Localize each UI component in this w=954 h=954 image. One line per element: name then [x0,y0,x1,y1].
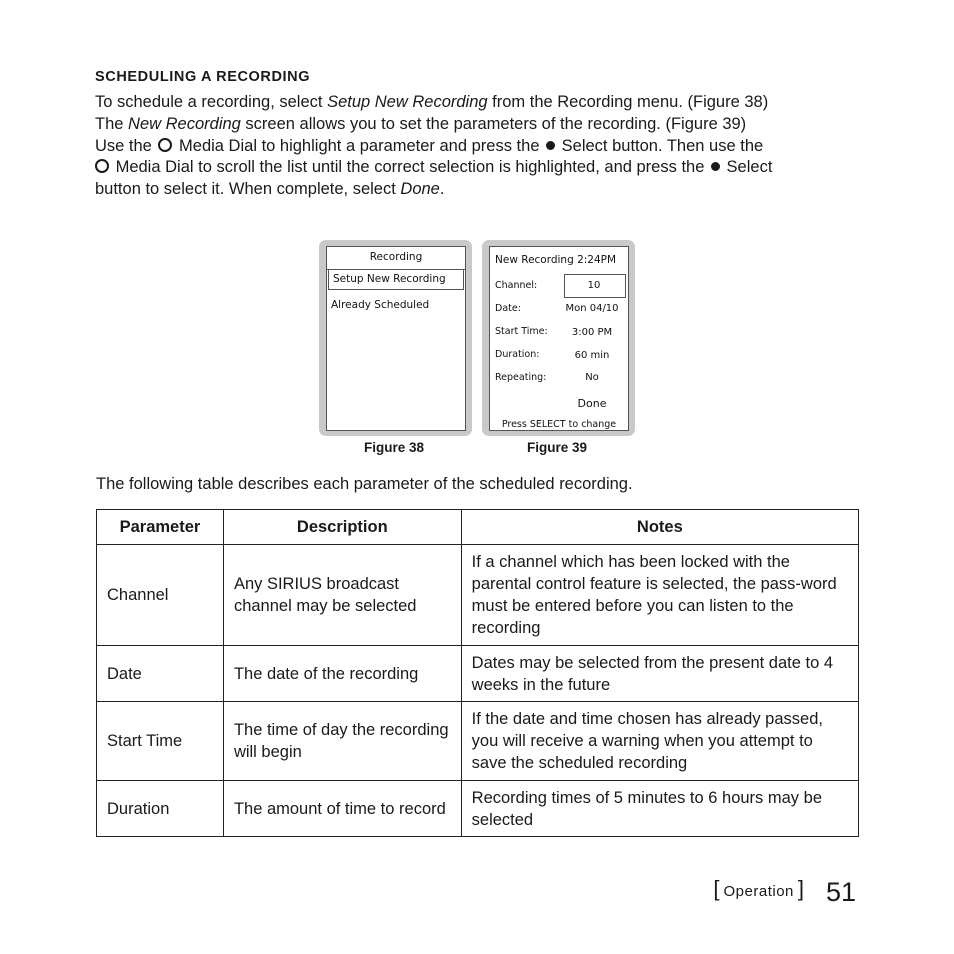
intro-text: Media Dial to scroll the list until the correct selection is highlighted, and press the [111,158,709,177]
select-button-icon [546,141,555,150]
footer-section [713,876,804,902]
date-value[interactable]: Mon 04/10 [565,303,619,314]
intro-line-5 [95,179,875,201]
parameters-table [96,509,859,837]
figure-39-caption: Figure 39 [527,440,588,455]
cell-parameter: Start Time [97,702,224,781]
duration-value[interactable]: 60 min [574,350,610,361]
header-parameter: Parameter [97,510,224,545]
cell-notes: If the date and time chosen has already passed, you will receive a warning when you attempt to save the scheduled recording [461,702,858,781]
intro-line-4 [95,157,875,179]
intro-text: Use the [95,136,157,155]
intro-line-2 [95,114,875,136]
done-option[interactable]: Done [577,397,607,410]
duration-label: Duration: [495,349,540,360]
menu-item-already-scheduled[interactable]: Already Scheduled [331,299,430,311]
intro-text: To schedule a recording, select [95,93,328,111]
cell-description: The date of the recording [223,646,461,702]
section-name: Operation [723,883,794,900]
figure-39-device [482,240,635,436]
start-time-value[interactable]: 3:00 PM [571,327,613,338]
intro-text: The [95,114,129,133]
select-button-icon [711,162,720,171]
cell-notes: Recording times of 5 minutes to 6 hours may be selected [461,781,858,837]
intro-text: button to select it. When complete, select [95,180,401,199]
repeating-label: Repeating: [495,372,547,383]
cell-description: The amount of time to record [223,781,461,837]
media-dial-icon [158,138,172,152]
table-row [97,545,859,646]
screen-reference: New Recording [128,114,241,133]
repeating-value[interactable]: No [585,372,599,383]
intro-text: . [439,180,445,199]
intro-line-3 [95,136,875,158]
hint-text: Press SELECT to change [501,419,617,430]
intro-text: Media Dial to highlight a parameter and press the [174,136,545,155]
cell-description: The time of day the recording will begin [223,702,461,781]
channel-value[interactable]: 10 [587,280,601,291]
page-number: 51 [826,877,857,907]
intro-paragraph [95,92,875,201]
cell-description: Any SIRIUS broadcast channel may be selected [223,545,461,646]
bracket-close: ] [797,876,804,901]
section-heading: SCHEDULING A RECORDING [95,69,311,85]
table-row [97,781,859,837]
figure-38-device [319,240,472,436]
figure-39-screen [489,246,629,431]
header-notes: Notes [461,510,858,545]
screen-title: Recording [327,247,465,270]
table-row [97,646,859,702]
screen-title: New Recording 2:24PM [495,254,617,266]
cell-parameter: Duration [97,781,224,837]
date-label: Date: [495,303,521,314]
intro-text: Select button. Then use the [557,136,764,155]
header-description: Description [223,510,461,545]
figure-38-caption: Figure 38 [364,440,425,455]
intro-line-1 [95,92,875,114]
channel-label: Channel: [495,280,538,291]
cell-parameter: Channel [97,545,224,646]
intro-text: Select [721,158,773,177]
bracket-open: [ [713,876,720,901]
table-intro: The following table describes each parameter of the scheduled recording. [96,475,633,493]
menu-item-reference: Setup New Recording [327,93,488,111]
table-row [97,702,859,781]
cell-notes: If a channel which has been locked with the parental control feature is selected, the pass-word must be entered before you can listen to the recording [461,545,858,646]
figure-38-screen [326,246,466,431]
start-time-label: Start Time: [495,326,548,337]
intro-text: from the Recording menu. (Figure 38) [487,93,769,111]
cell-notes: Dates may be selected from the present date to 4 weeks in the future [461,646,858,702]
menu-item-setup-new-recording[interactable]: Setup New Recording [328,269,464,290]
intro-text: screen allows you to set the parameters of the recording. (Figure 39) [240,114,747,133]
done-reference: Done [400,180,440,199]
table-header-row [97,510,859,545]
cell-parameter: Date [97,646,224,702]
media-dial-icon [95,159,109,173]
